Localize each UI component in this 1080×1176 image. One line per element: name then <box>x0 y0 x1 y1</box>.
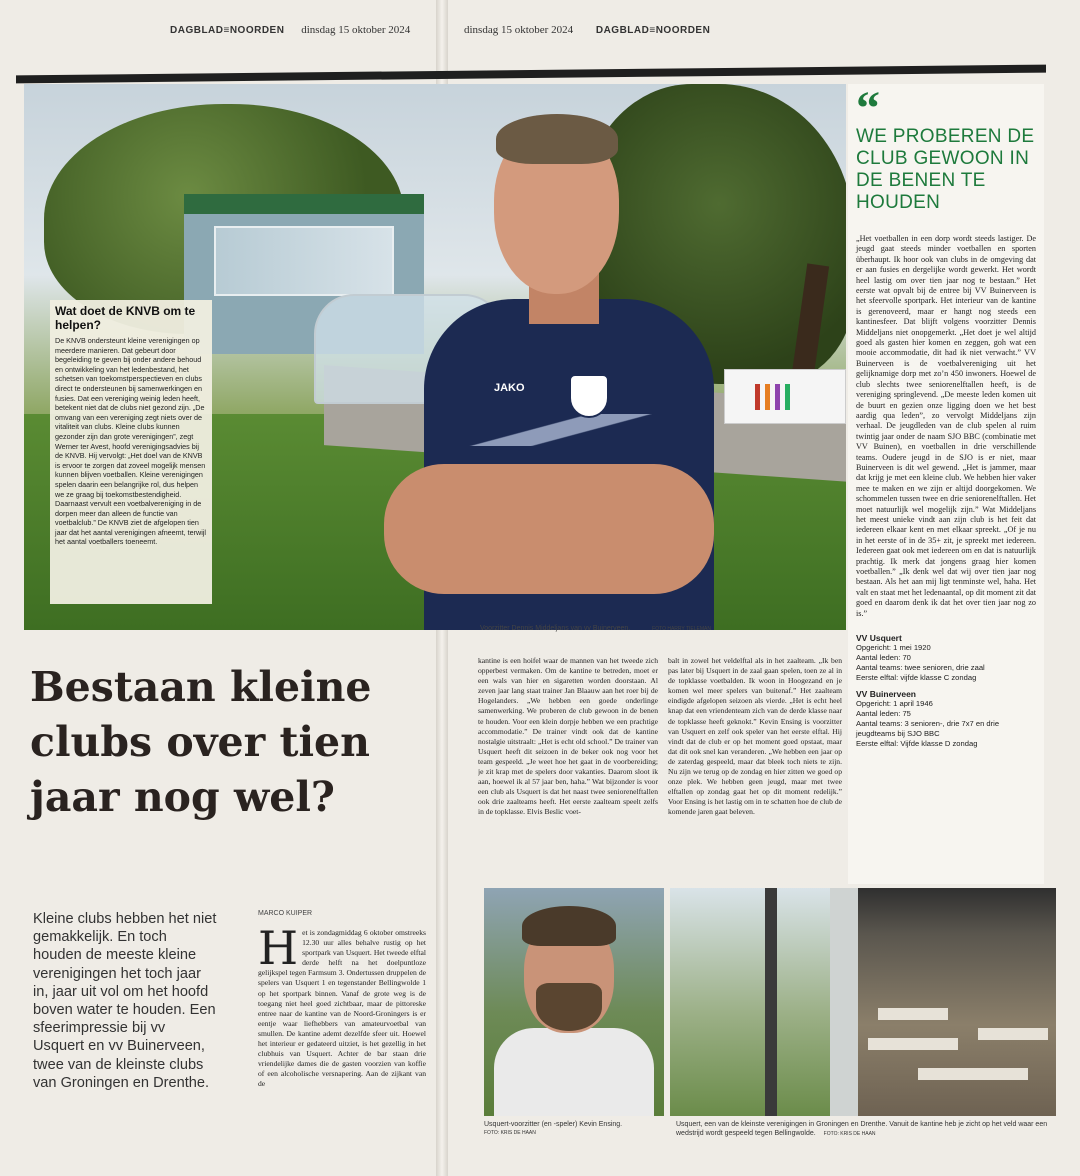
article-column-1 <box>258 928 426 1144</box>
canteen-interior <box>858 888 1056 1116</box>
intro-paragraph: Kleine clubs hebben het niet gemakkelijk. En toch houden de meeste kleine verenigingen het toch jaar in, jaar uit vol om het hoofd boven water te houden. Een sfeerimpressie bij vv Usquert en vv Buinerveen, twee van de kleinste clubs van Groningen en Drenthe. <box>33 911 217 1091</box>
fact-line: Opgericht: 1 mei 1920 <box>856 643 931 653</box>
canteen-table <box>878 1008 948 1020</box>
kevin-ensing-photo <box>484 888 664 1116</box>
issue-date: dinsdag 15 oktober 2024 <box>464 24 574 36</box>
newspaper-logo: DAGBLAD≡NOORDEN <box>595 25 711 36</box>
photo-caption-right <box>676 1120 1056 1139</box>
knvb-box-body: De KNVB ondersteunt kleine verenigingen op meerdere manieren. Dat gebeurt door begeleiding te geven bij onder andere behoud en ontwikkeling van het ledenbestand, het schetsen van toekomstperspectieven en clubs direct te ondersteunen bij samenwerkingen en fusies. Dat een vereniging weinig leden heeft, betekent niet dat de clubs niet gezond zijn. „De omvang van een vereniging zegt niets over de vitaliteit van clubs. Kleine clubs kunnen gezonder zijn dan grote verenigingen”, zegt Werner ter Avest, hoofd verenigingsadvies bij de KNVB. Hij vervolgt: „Het doel van de KNVB is ervoor te zorgen dat zoveel mogelijk mensen kunnen blijven voetballen. Kleine verenigingen spelen daarin een belangrijke rol, dus helpen we ze graag bij toekomstbestendigheid. Daarnaast vervult een voetbalvereniging in de dorpen meer dan alleen de functie van voetbalclub.” De KNVB ziet de afgelopen tien jaar dat het aantal verenigingen afneemt, terwijl het aantal voetballers toeneemt. <box>55 336 207 547</box>
photo-caption-left <box>484 1120 664 1138</box>
knvb-info-box <box>50 300 212 604</box>
caption-text: Usquert-voorzitter (en -speler) Kevin Ensing. <box>484 1121 623 1128</box>
window-view <box>670 888 830 1116</box>
canteen-photo <box>670 888 1056 1116</box>
right-page-header <box>464 24 710 36</box>
article-column-2: kantine is een hoifel waar de mannen van het tweede zich opperbest vermaken. Om de kantine te betreden, moet er een wals van hier en sigaretten worden doorstaan. Al zeven jaar lang staat trainer Jan Blaauw aan het roer bij de Hogelanders. „We hebben een goede onderlinge samenwerking. We proberen de club gewoon in de benen te houden. Voor een klein dorpje hebben we een prachtige accommodatie.” De trainer vindt ook dat de kantine nostalgie uitstraalt: „Het is echt old school.” De trainer van Usquert heeft dit seizoen in de beker ook nog voor het team gespeeld. „Je weet hoe het gaat in de voorbereiding; je zit krap met de spelers door vakanties. Daarom sloot ik aan, hoewel ik al 57 jaar ben, haha.” Wat bijzonder is voor een club als Usquert is dat het naast twee seniorenelftallen ook drie zaalteams heeft. Het eerste zaalteam speelt zelfs in de topklasse. Elvis Beslic voet- <box>478 656 658 817</box>
headline: Bestaan kleine clubs over tien jaar nog wel? <box>30 663 372 821</box>
fact-title: VV Usquert <box>856 633 902 644</box>
photo-credit: FOTO: KRIS DE HAAN <box>484 1130 536 1136</box>
pull-quote: WE PROBEREN DE CLUB GEWOON IN DE BENEN TE HOUDEN <box>856 126 1035 213</box>
article-text: et is zondagmiddag 6 oktober omstreeks 12.30 uur alles behalve rustig op het sportpark van Usquert. Het tweede elftal derde helft na het doelpuntloze gelijkspel tegen Farmsum 3. Ondertussen druppelen de spelers van Usquert 1 en tegenstander Bellingwolde 1 op het sportpark binnen. Vanaf de grote weg is de toegang niet heel goed zichtbaar, maar de pittoreske entree naar de kantine van de Noord-Groningers is er eentje waar liefhebbers van amateurvoetbal van smullen. De kantine ademt dezelfde sfeer uit. Hoewel het interieur er gedateerd uitziet, is het gezellig in het clubhuis van Usquert. Achter de bar staan drie vriendelijke dames die de gasten voorzien van koffie of een alcoholische versnapering. Aan de zijkant van de <box>258 928 426 1089</box>
canteen-table <box>918 1068 1028 1080</box>
fact-line: Eerste elftal: Vijfde klasse D zondag <box>856 739 978 749</box>
issue-date: dinsdag 15 oktober 2024 <box>301 24 411 36</box>
window-frame <box>765 888 777 1116</box>
header-rule <box>16 65 1046 84</box>
fact-line: Opgericht: 1 april 1946 <box>856 699 933 709</box>
player-shirt <box>494 1028 654 1116</box>
hero-caption <box>480 625 711 632</box>
newspaper-logo: DAGBLAD≡NOORDEN <box>170 25 285 36</box>
canteen-table <box>978 1028 1048 1040</box>
quote-column-body: „Het voetballen in een dorp wordt steeds lastiger. De jeugd gaat steeds minder voetballen en sporten überhaupt. Ik hoor ook van clubs in de omgeving dat er aan fusies en dergelijke wordt gewerkt. Het wordt heel lastig om over tien jaar nog te bestaan.” Het eerste wat opvalt bij de entree bij VV Buinerveen is het sfeervolle sportpark. Het interieur van de kantine is gerenoveerd, maar er hangt nog steeds een kantinesfeer. Dat blijft volgens voorzitter Dennis Middeljans niet onopgemerkt. „Het doet je wel altijd goed als gasten hier komen en zeggen, goh wat een mooie accommodatie, dit had ik niet verwacht.” VV Buinerveen is de voetbalvereniging uit het gelijknamige dorp met zo’n 450 inwoners. Hoewel de club slechts twee seniorenelftallen heeft, is de vereniging springlevend. „De meeste leden komen uit de buurt en gezien onze ligging doen we het best aardig qua leden”, zo vervolgt Middeljans zijn verhaal. De jeugdleden van de club spelen al ruim twintig jaar onder de naam SJO BBC (combinatie met VV Buinen), en voetballen in drie verschillende teams. Oudere jeugd in de SJO is er niet, maar Buinerveen is dit wel gewend. „Het is jammer, maar dat krijg je met een kleine club. We hebben hier vaker mee te maken en we zijn er altijd doorgekomen. We schommelen tussen twee en drie seniorenelftallen. Het moet natuurlijk wel mogelijk zijn.” Wat Middeljans het meest unieke vindt aan zijn club is het feit dat iedereen elkaar kent en met elkaar spreekt. „Of je nu in het eerste of in de 35+ zit, je spreekt met iedereen. Iedereen gaat ook met iedereen om en dat is natuurlijk prachtig. Ik merk dat jongens graag hier komen voetballen.” „Ik denk wel dat wij over tien jaar nog bestaan. Als het aan mij ligt tenminste wel, haha. Het valt en staat met het ledenaantal, op dit moment zit dat goed en daarom denk ik dat het over tien jaar nog zo is.” <box>856 234 1036 618</box>
fact-line: Aantal teams: twee senioren, drie zaal <box>856 663 985 673</box>
jersey-brand: JAKO <box>494 382 525 394</box>
sponsor-banner <box>724 369 846 424</box>
fact-line: Aantal leden: 70 <box>856 653 911 663</box>
hero-credit: FOTO HARRY TIELEMAN <box>652 626 711 632</box>
knvb-box-title: Wat doet de KNVB om te helpen? <box>55 304 196 332</box>
crossed-arms <box>384 464 714 594</box>
hero-caption-text: Voorzitter Dennis Middeljans van vv Buinerveen. <box>480 625 631 632</box>
chairman-hair <box>496 114 618 164</box>
quote-mark-icon: “ <box>856 82 880 135</box>
canteen-table <box>868 1038 958 1050</box>
caption-text: Usquert, een van de kleinste verenigingen in Groningen en Drenthe. Vanuit de kantine heb je zicht op het veld waar een wedstrijd wordt gespeeld tegen Bellingwolde. <box>676 1121 1048 1137</box>
quote-column <box>848 84 1044 884</box>
fact-line: Aantal leden: 75 <box>856 709 911 719</box>
club-facts <box>856 633 1036 749</box>
left-page-header <box>170 24 410 36</box>
jersey-stripe <box>424 414 714 446</box>
fact-line: Aantal teams: 3 senioren-, drie 7x7 en drie jeugdteams bij SJO BBC <box>856 719 1000 739</box>
photo-credit: FOTO: KRIS DE HAAN <box>823 1131 876 1137</box>
player-beard <box>536 983 602 1031</box>
player-hair <box>522 906 616 946</box>
fact-title: VV Buinerveen <box>856 689 916 700</box>
drop-cap: H <box>258 928 299 975</box>
club-badge-icon <box>569 374 609 418</box>
author-byline: MARCO KUIPER <box>258 910 313 917</box>
fact-line: Eerste elftal: vijfde klasse C zondag <box>856 673 977 683</box>
article-column-3: balt in zowel het veldelftal als in het zaalteam. „Ik ben pas later bij Usquert in de zaal gaan spelen, toen ze al in de topklasse voetbalden. Ik woon in Hoogezand en je komen wel meer spelers van buitenaf.” Het zaalteam eindigde afgelopen seizoen als vierde. „Het is echt heel knap dat een vriendenteam zich van de derde klasse naar de topklasse heeft geknokt.” Kevin Ensing is voorzitter van Usquert en zelf ook speler van het eerste elftal. Hij vindt dat de club er op het moment goed opstaat, maar dat dit ook snel kan veranderen. „We hebben een jaar op de zaterdag gespeeld, maar dat bleek toch niets te zijn. Nu zijn we terug op de zondag en hier zitten we goed op onze plek. We hebben geen jeugd, maar met twee elftallen op zondag gaat het op dit moment redelijk.” Voor Ensing is het lastig om in te schatten hoe de club de komende jaren gaat beleven. <box>668 656 842 817</box>
grandstand-window <box>214 226 394 296</box>
